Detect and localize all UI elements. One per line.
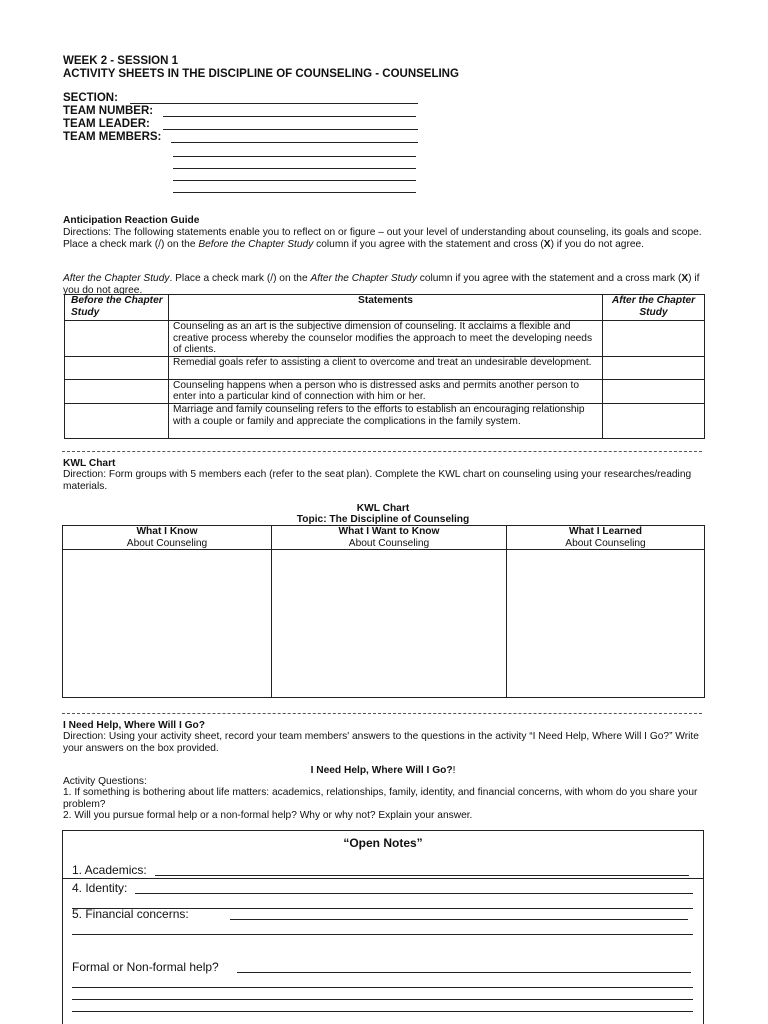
arg-title: Anticipation Reaction Guide [63, 215, 200, 226]
anticipation-table [64, 294, 705, 439]
kwl-header-row [63, 526, 705, 550]
table-row [65, 379, 705, 403]
table-row [65, 403, 705, 438]
after-check-cell[interactable] [603, 403, 705, 438]
before-check-cell[interactable] [65, 403, 169, 438]
help-direction: Direction: Using your activity sheet, record your team members' answers to the questions in the activity “I Need Help, Where Will I Go?” Write your answers on the box provided. [63, 731, 699, 754]
table-row [65, 321, 705, 357]
formal-help-label: Formal or Non-formal help? [72, 960, 219, 974]
question-2: 2. Will you pursue formal help or a non-formal help? Why or why not? Explain your answer. [63, 810, 473, 821]
page-title: ACTIVITY SHEETS IN THE DISCIPLINE OF COUNSELING - COUNSELING [63, 68, 459, 80]
kwl-topic: Topic: The Discipline of Counseling [296, 514, 470, 525]
financial-label: 5. Financial concerns: [72, 907, 189, 921]
kwl-col-know: What I Know About Counseling [63, 526, 272, 550]
kwl-learned-answer[interactable] [507, 550, 705, 698]
answer-line[interactable] [72, 987, 693, 988]
statement-cell: Counseling happens when a person who is distressed asks and permits another person to enter into a particular kind of connection with him or her. [169, 379, 603, 403]
identity-label: 4. Identity: [72, 881, 128, 895]
statement-cell: Marriage and family counseling refers to the efforts to establish an encouraging relationship with a couple or family and appreciate the complications in the family system. [169, 403, 603, 438]
arg-directions-after: After the Chapter Study. Place a check mark (/) on the After the Chapter Study column if you agree with the statement and a cross mark (X) if you do not agree. [63, 273, 700, 296]
question-1: 1. If something is bothering about life matters: academics, relationships, family, identity, and financial concerns, with whom do you share your problem? [63, 787, 698, 810]
activity-questions-label: Activity Questions: [63, 776, 147, 787]
table-header-row [65, 295, 705, 321]
section-divider [62, 451, 702, 452]
section-blank [130, 103, 418, 104]
arg-directions: Directions: The following statements enable you to reflect on or figure – out your level of understanding about counseling, its goals and scope. Place a check mark (/) on the Before the Chapter Study column if you agree with the statement and cross (X) if you do not agree. [63, 227, 702, 250]
kwl-answer-row [63, 550, 705, 698]
help-section-title: I Need Help, Where Will I Go? [63, 720, 205, 731]
answer-line[interactable] [72, 999, 693, 1000]
section-label: SECTION: [63, 92, 118, 104]
open-notes-title: “Open Notes” [343, 836, 423, 850]
table-row [65, 356, 705, 379]
kwl-chart-title: KWL Chart [356, 503, 410, 514]
answer-line[interactable] [72, 1011, 693, 1012]
after-check-cell[interactable] [603, 379, 705, 403]
help-center-title: I Need Help, Where Will I Go?! [310, 765, 456, 776]
identity-blank[interactable] [135, 893, 693, 894]
session-label: WEEK 2 - SESSION 1 [63, 55, 179, 67]
statement-cell: Counseling as an art is the subjective dimension of counseling. It acclaims a flexible and creative process whereby the counselor modifies the approach to meet the developing needs of clients. [169, 321, 603, 357]
team-members-label: TEAM MEMBERS: [63, 131, 162, 143]
kwl-col-want: What I Want to Know About Counseling [272, 526, 507, 550]
open-notes-box [62, 830, 704, 1024]
section-divider [62, 713, 702, 714]
after-check-cell[interactable] [603, 356, 705, 379]
member-blank [173, 180, 416, 181]
team-leader-label: TEAM LEADER: [63, 118, 150, 130]
after-check-cell[interactable] [603, 321, 705, 357]
kwl-direction: Direction: Form groups with 5 members each (refer to the seat plan). Complete the KWL chart on counseling using your researches/reading materials. [63, 469, 692, 492]
statement-cell: Remedial goals refer to assisting a client to overcome and treat an undesirable development. [169, 356, 603, 379]
financial-blank[interactable] [230, 919, 688, 920]
box-divider [63, 878, 703, 879]
formal-help-blank[interactable] [237, 972, 691, 973]
academics-blank[interactable] [155, 875, 689, 876]
academics-label: 1. Academics: [72, 863, 147, 877]
kwl-want-answer[interactable] [272, 550, 507, 698]
team-leader-blank [163, 129, 418, 130]
member-blank [173, 168, 416, 169]
member-blank [173, 192, 416, 193]
before-check-cell[interactable] [65, 379, 169, 403]
col-before: Before the Chapter Study [65, 295, 169, 321]
before-check-cell[interactable] [65, 321, 169, 357]
team-number-blank [163, 116, 416, 117]
answer-line[interactable] [72, 934, 693, 935]
member-blank [173, 156, 416, 157]
kwl-col-learned: What I Learned About Counseling [507, 526, 705, 550]
kwl-know-answer[interactable] [63, 550, 272, 698]
team-members-blank [171, 142, 418, 143]
col-after: After the Chapter Study [603, 295, 705, 321]
kwl-table [62, 525, 705, 698]
kwl-section-title: KWL Chart [63, 458, 116, 469]
col-statements: Statements [169, 295, 603, 321]
before-check-cell[interactable] [65, 356, 169, 379]
team-number-label: TEAM NUMBER: [63, 105, 154, 117]
